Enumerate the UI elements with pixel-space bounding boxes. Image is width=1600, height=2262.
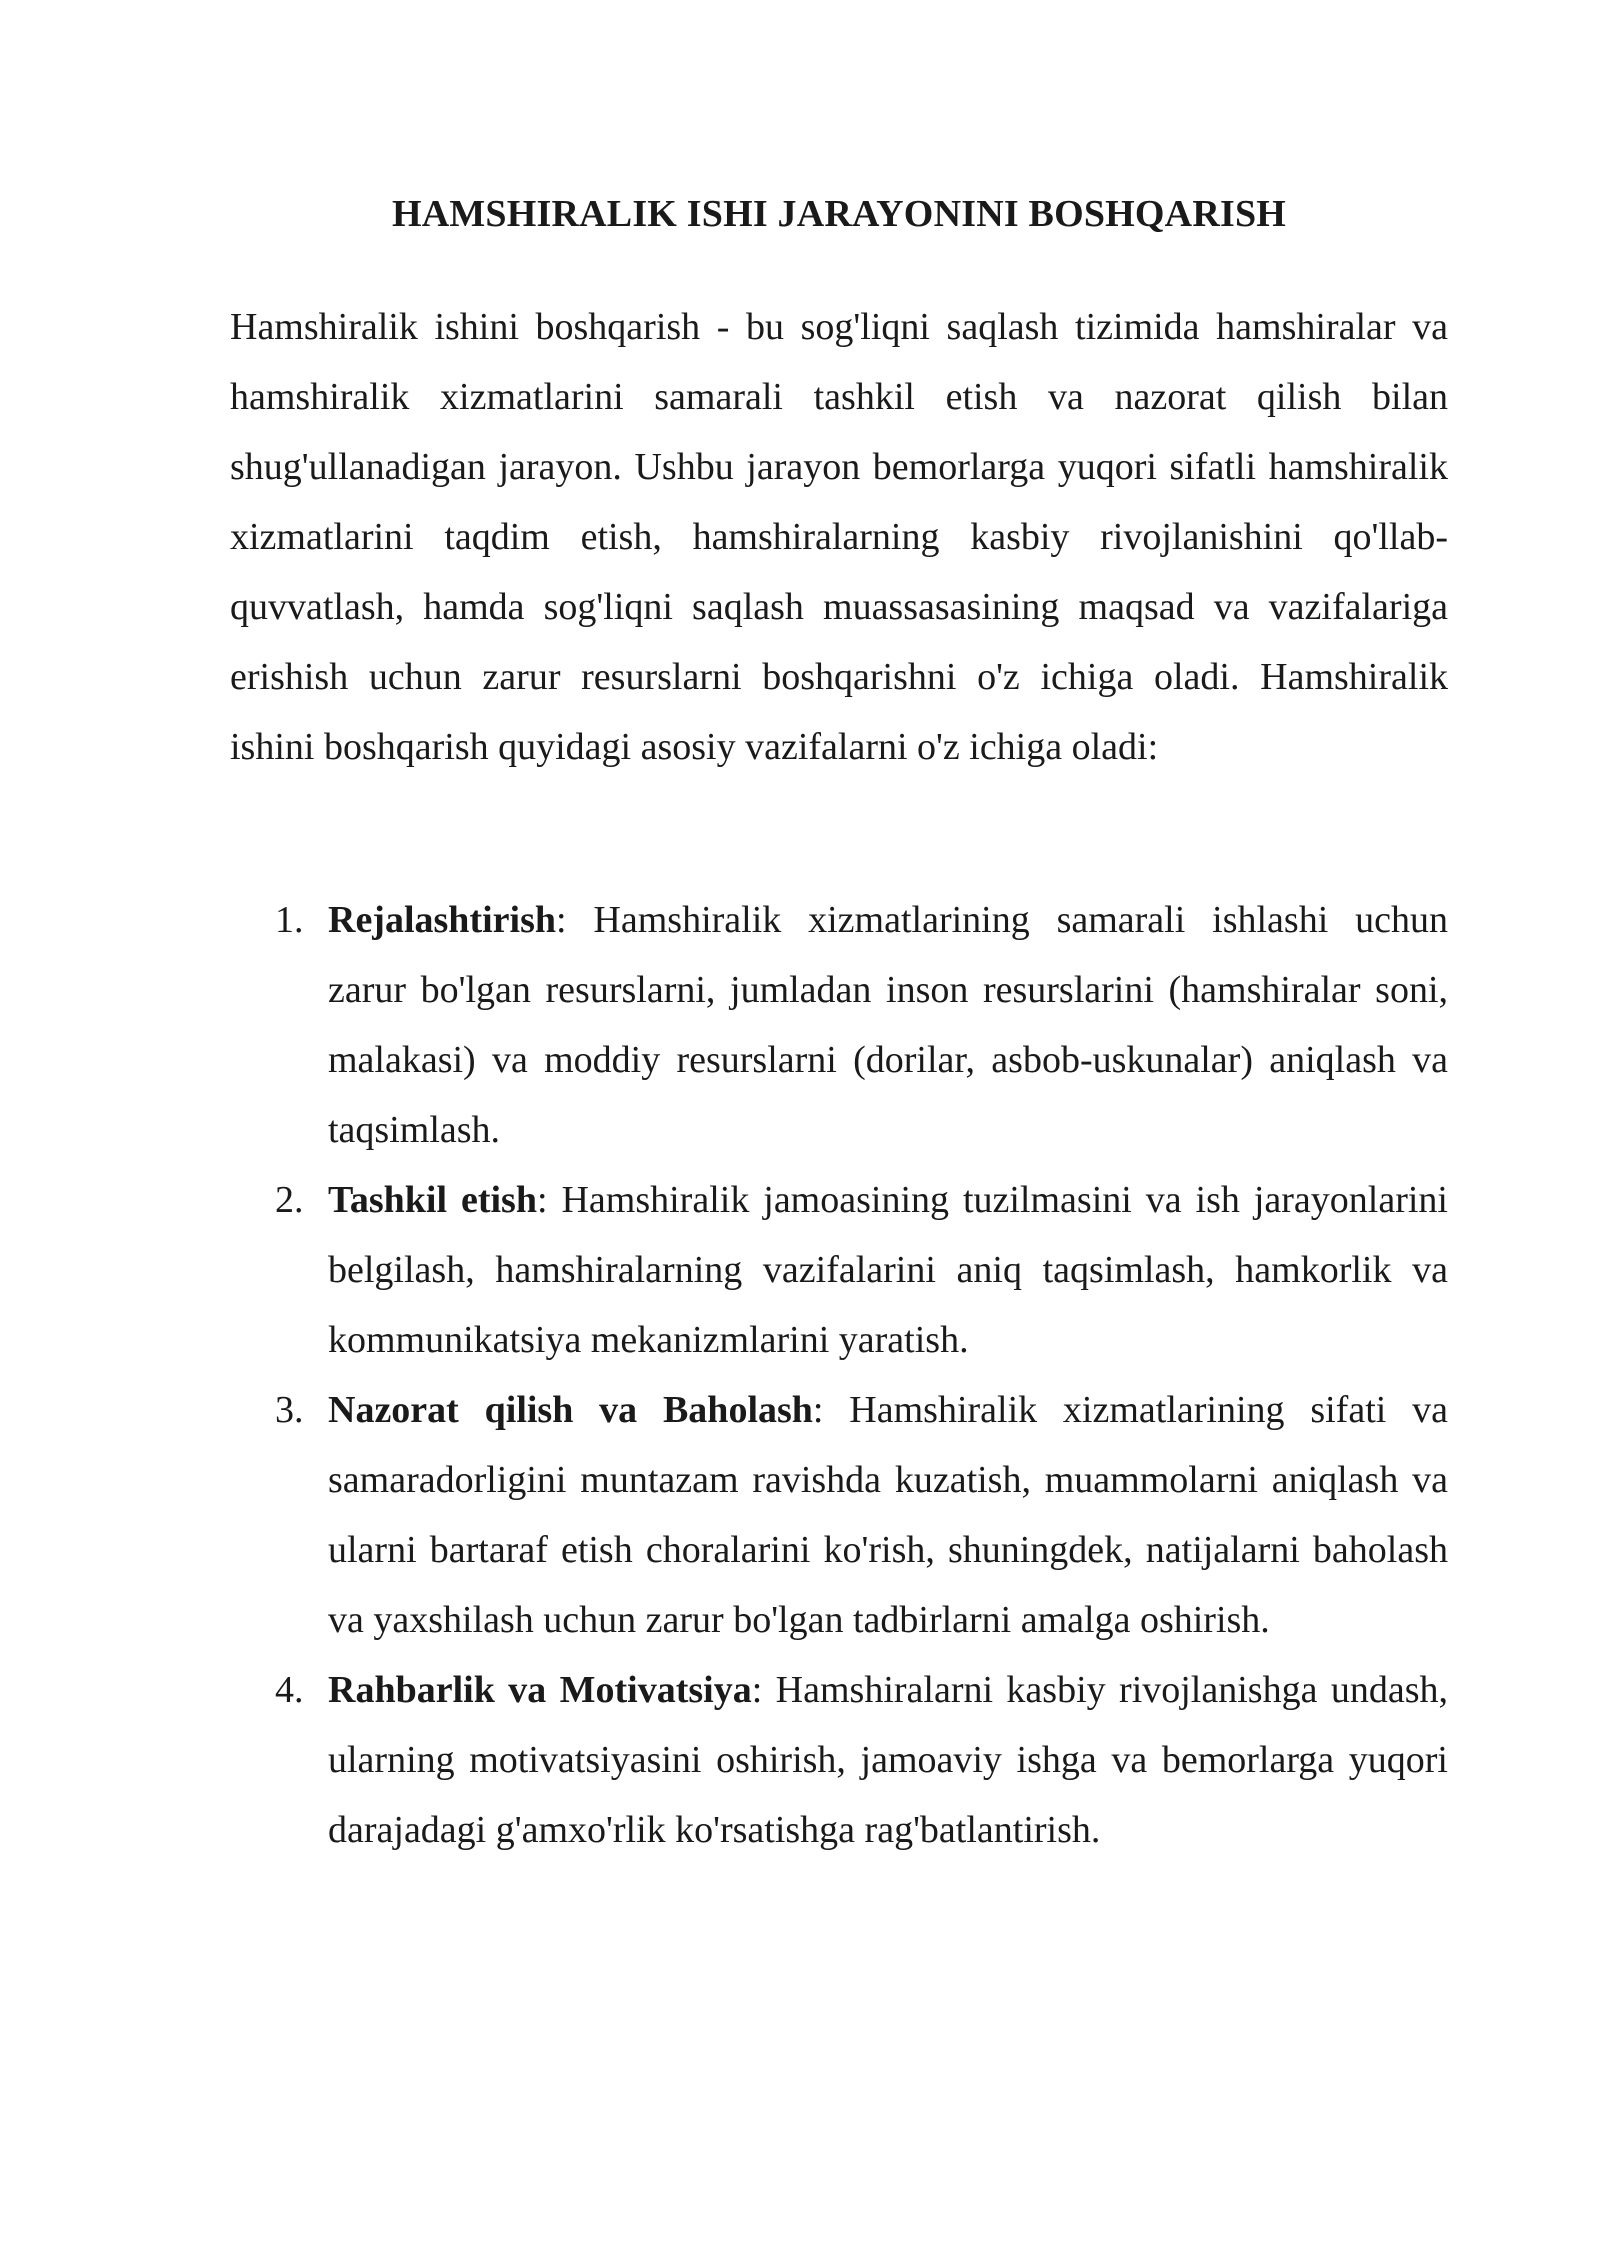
list-item-number: 4. (275, 1669, 304, 1711)
list-item-number: 1. (275, 899, 304, 941)
list-item-description: Hamshiralik xizmatlarining samarali ishlashi uchun zarur bo'lgan resurslarni, jumladan inson resurslarini (hamshiralar soni, malakasi) va moddiy resurslarni (dorilar, asbob-uskunalar) aniqlash va taqsimlash. (328, 899, 1448, 1151)
list-item-description: Hamshiralarni kasbiy rivojlanishga undash, ularning motivatsiyasini oshirish, jamoaviy ishga va bemorlarga yuqori darajadagi g'amxo'rlik ko'rsatishga rag'batlantirish. (328, 1669, 1448, 1851)
list-item-number: 3. (275, 1389, 304, 1431)
list-item-separator: : (812, 1389, 824, 1431)
list-item-number: 2. (275, 1179, 304, 1221)
intro-paragraph: Hamshiralik ishini boshqarish - bu sog'liqni saqlash tizimida hamshiralar va hamshiralik xizmatlarini samarali tashkil etish va nazorat qilish bilan shug'ullanadigan jarayon. Ushbu jarayon bemorlarga yuqori sifatli hamshiralik xizmatlarini taqdim etish, hamshiralarning kasbiy rivojlanishini qo'llab-quvvatlash, hamda sog'liqni saqlash muassasasining maqsad va vazifalariga erishish uchun zarur resurslarni boshqarishni o'z ichiga oladi. Hamshiralik ishini boshqarish quyidagi asosiy vazifalarni o'z ichiga oladi: (230, 306, 1448, 768)
list-item-term: Rejalashtirish (328, 899, 556, 941)
list-item-description: Hamshiralik jamoasining tuzilmasini va ish jarayonlarini belgilash, hamshiralarning vazifalarini aniq taqsimlash, hamkorlik va kommunikatsiya mekanizmlarini yaratish. (328, 1179, 1448, 1361)
list-item-term: Nazorat qilish va Baholash (328, 1389, 813, 1431)
task-list (230, 885, 1448, 1865)
list-item-description: Hamshiralik xizmatlarining sifati va samaradorligini muntazam ravishda kuzatish, muammolarni aniqlash va ularni bartaraf etish choralarini ko'rish, shuningdek, natijalarni baholash va yaxshilash uchun zarur bo'lgan tadbirlarni amalga oshirish. (328, 1389, 1448, 1641)
list-item-separator: : (556, 899, 567, 941)
list-item (230, 1655, 1448, 1865)
document-title: HAMSHIRALIK ISHI JARAYONINI BOSHQARISH (391, 193, 1287, 235)
list-item (230, 885, 1448, 1165)
list-item-separator: : (536, 1179, 548, 1221)
list-item (230, 1165, 1448, 1375)
list-item (230, 1375, 1448, 1655)
list-item-term: Tashkil etish (328, 1179, 537, 1221)
list-item-term: Rahbarlik va Motivatsiya (328, 1669, 752, 1711)
list-item-separator: : (751, 1669, 763, 1711)
